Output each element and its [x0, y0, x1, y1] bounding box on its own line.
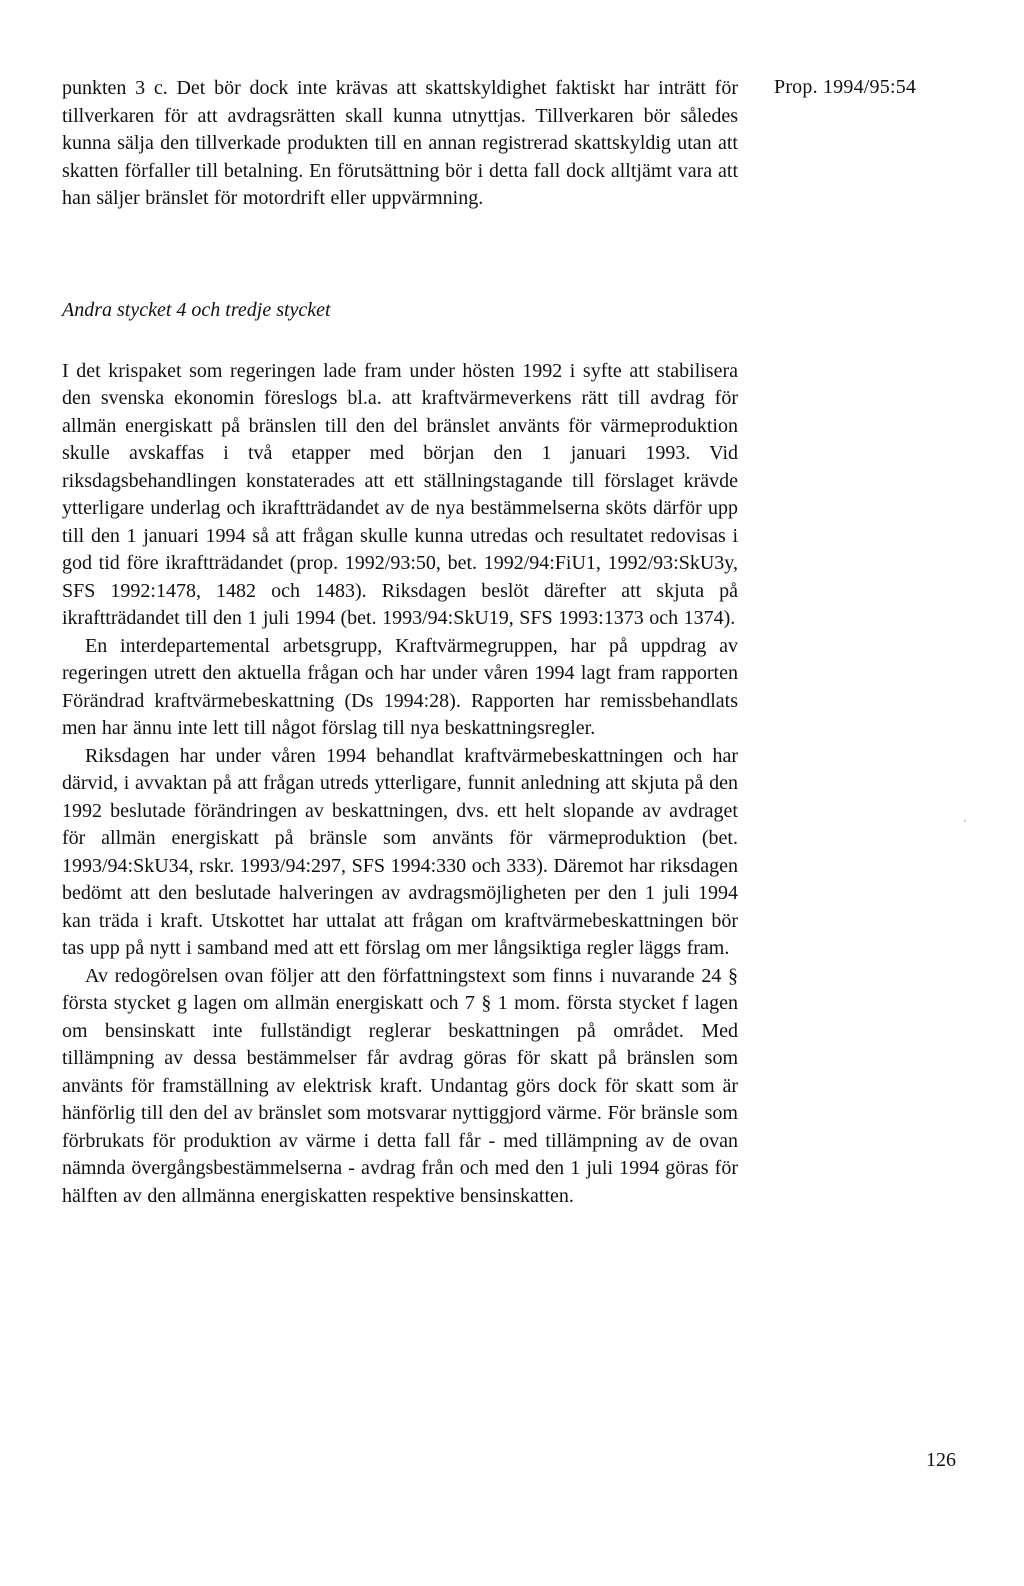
top-paragraph: punkten 3 c. Det bör dock inte krävas att skattskyldighet faktiskt har inträtt för tillverkaren för att avdragsrätten skall kunna utnyttjas. Tillverkaren bör således kunna sälja den tillverkade produkten till en annan registrerad skattskyldig utan att skatten förfaller till betalning. En förutsättning bör i detta fall dock alltjämt vara att han säljer bränslet för motordrift eller uppvärmning.: [62, 77, 738, 209]
top-text-block: [62, 75, 738, 213]
paragraph-2: En interdepartemental arbetsgrupp, Kraftvärmegruppen, har på uppdrag av regeringen utrett den aktuella frågan och har under våren 1994 lagt fram rapporten Förändrad kraftvärmebeskattning (Ds 1994:28). Rapporten har remissbehandlats men har ännu inte lett till något förslag till nya beskattningsregler.: [62, 634, 738, 739]
document-reference: Prop. 1994/95:54: [774, 76, 917, 98]
paragraph-3: Riksdagen har under våren 1994 behandlat kraftvärmebeskattningen och har därvid, i avvaktan på att frågan utreds ytterligare, funnit anledning att skjuta på den 1992 beslutade förändringen av beskattningen, dvs. ett helt slopande av avdraget för allmän energiskatt på bränsle som använts för värmeproduktion (bet. 1993/94:SkU34, rskr. 1993/94:297, SFS 1994:330 och 333). Däremot har riksdagen bedömt att den beslutade halveringen av avdragsmöjligheten per den 1 juli 1994 kan träda i kraft. Utskottet har uttalat att frågan om kraftvärmebeskattningen bör tas upp på nytt i samband med att ett förslag om mer långsiktiga regler läggs fram.: [62, 744, 738, 959]
scan-speck: [964, 820, 966, 822]
page-number: 126: [926, 1449, 956, 1471]
paragraph-1: I det krispaket som regeringen lade fram under hösten 1992 i syfte att stabilisera den svenska ekonomin föreslogs bl.a. att kraftvärmeverkens rätt till avdrag för allmän energiskatt på bränslen till den del bränslet använts för värmeproduktion skulle avskaffas i två etapper med början den 1 januari 1993. Vid riksdagsbehandlingen konstaterades att ett ställningstagande till förslaget krävde ytterligare underlag och ikraftträdandet av de nya bestämmelserna sköts därför upp till den 1 januari 1994 så att frågan skulle kunna utredas och resultatet redovisas i god tid före ikraftträdandet (prop. 1992/93:50, bet. 1992/94:FiU1, 1992/93:SkU3y, SFS 1992:1478, 1482 och 1483). Riksdagen beslöt därefter att skjuta på ikraftträdandet till den 1 juli 1994 (bet. 1993/94:SkU19, SFS 1993:1373 och 1374).: [62, 359, 738, 629]
section-heading: Andra stycket 4 och tredje stycket: [62, 299, 331, 321]
main-section: [62, 297, 738, 1210]
paragraph-4: Av redogörelsen ovan följer att den författningstext som finns i nuvarande 24 § första stycket g lagen om allmän energiskatt och 7 § 1 mom. första stycket f lagen om bensinskatt inte fullständigt reglerar beskattningen på området. Med tillämpning av dessa bestämmelser får avdrag göras för skatt på bränslen som använts för framställning av elektrisk kraft. Undantag görs dock för skatt som är hänförlig till den del av bränslet som motsvarar nyttiggjord värme. För bränsle som förbrukats för produktion av värme i detta fall får - med tillämpning av de ovan nämnda övergångsbestämmelserna - avdrag från och med den 1 juli 1994 göras för hälften av den allmänna energiskatten respektive bensinskatten.: [62, 964, 738, 1207]
